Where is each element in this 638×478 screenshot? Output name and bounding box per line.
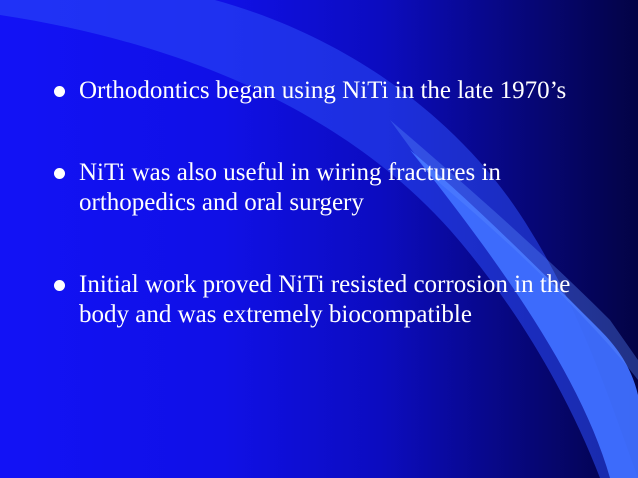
bullet-dot-icon [54,280,65,291]
bullet-item [52,76,572,106]
bullet-item [52,270,572,330]
bullet-dot-icon [54,168,65,179]
bullet-text: NiTi was also useful in wiring fractures in orthopedics and oral surgery [79,159,501,216]
bullet-item [52,158,572,218]
bullet-text: Orthodontics began using NiTi in the late 1970’s [79,77,567,104]
bullet-text: Initial work proved NiTi resisted corrosion in the body and was extremely biocompatible [79,271,571,328]
bullet-dot-icon [54,86,65,97]
bullet-list [52,76,572,382]
